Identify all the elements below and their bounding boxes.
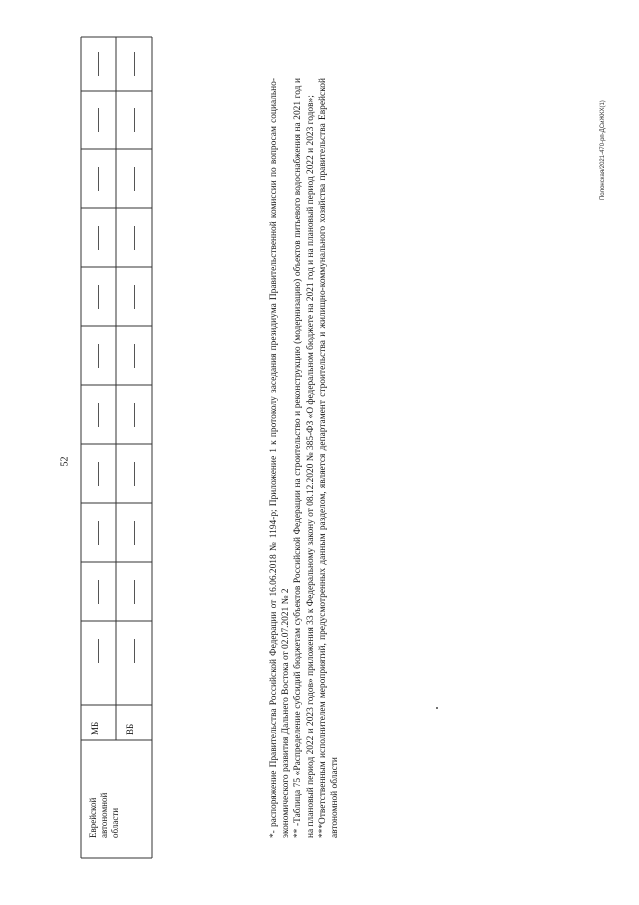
- dash-mark: [134, 639, 135, 663]
- dash-mark: [134, 108, 135, 132]
- row-label-mb: МБ: [90, 721, 100, 735]
- dash-mark: [134, 226, 135, 250]
- region-label: Еврейской автономной области: [88, 792, 120, 838]
- footnotes: [268, 78, 341, 838]
- dash-mark: [98, 108, 99, 132]
- dash-mark: [98, 226, 99, 250]
- dash-mark: [98, 462, 99, 486]
- page-number: 52: [59, 456, 71, 467]
- footnote-3: ***Ответственным исполнителем мероприятий, предусмотренных данным разделом, является департамент строительства и жилищно-коммунального хозяйства правительства Еврейской автономной области: [317, 78, 341, 838]
- footnote-1: *- распоряжение Правительства Российской Федерации от 16.06.2018 № 1194-р; Приложение 1 к протоколу заседания президиума Правительственной комиссии по вопросам социально-экономического развития Дальнего Востока от 02.07.2021 № 2: [269, 78, 292, 838]
- dash-mark: [134, 521, 135, 545]
- scan-speck: [436, 707, 438, 709]
- footnote-2: ** -Таблица 75 «Распределение субсидий бюджетам субъектов Российской Федерации на строительство и реконструкцию (модернизацию) объектов питьевого водоснабжения на 2021 год и на плановый период 2022 и 2023 годов» приложения 33 к Федеральному закону от 08.12.2020 № 385-ФЗ «О федеральном бюджете на 2021 год и на плановый период 2022 и 2023 годов»;: [293, 78, 316, 838]
- dash-mark: [98, 344, 99, 368]
- dash-mark: [98, 403, 99, 427]
- dash-mark: [98, 521, 99, 545]
- dash-mark: [98, 639, 99, 663]
- row-label-vb: ВБ: [125, 723, 135, 735]
- dash-mark: [98, 285, 99, 309]
- dash-mark: [134, 344, 135, 368]
- dash-mark: [98, 580, 99, 604]
- dash-mark: [134, 403, 135, 427]
- document-id-watermark: Полонская/2021-470-рп-ДСиЖКХ(1): [600, 100, 606, 200]
- dash-mark: [134, 462, 135, 486]
- dash-mark: [134, 52, 135, 76]
- dash-mark: [134, 580, 135, 604]
- dash-mark: [134, 285, 135, 309]
- dash-mark: [134, 167, 135, 191]
- dash-mark: [98, 52, 99, 76]
- dash-mark: [98, 167, 99, 191]
